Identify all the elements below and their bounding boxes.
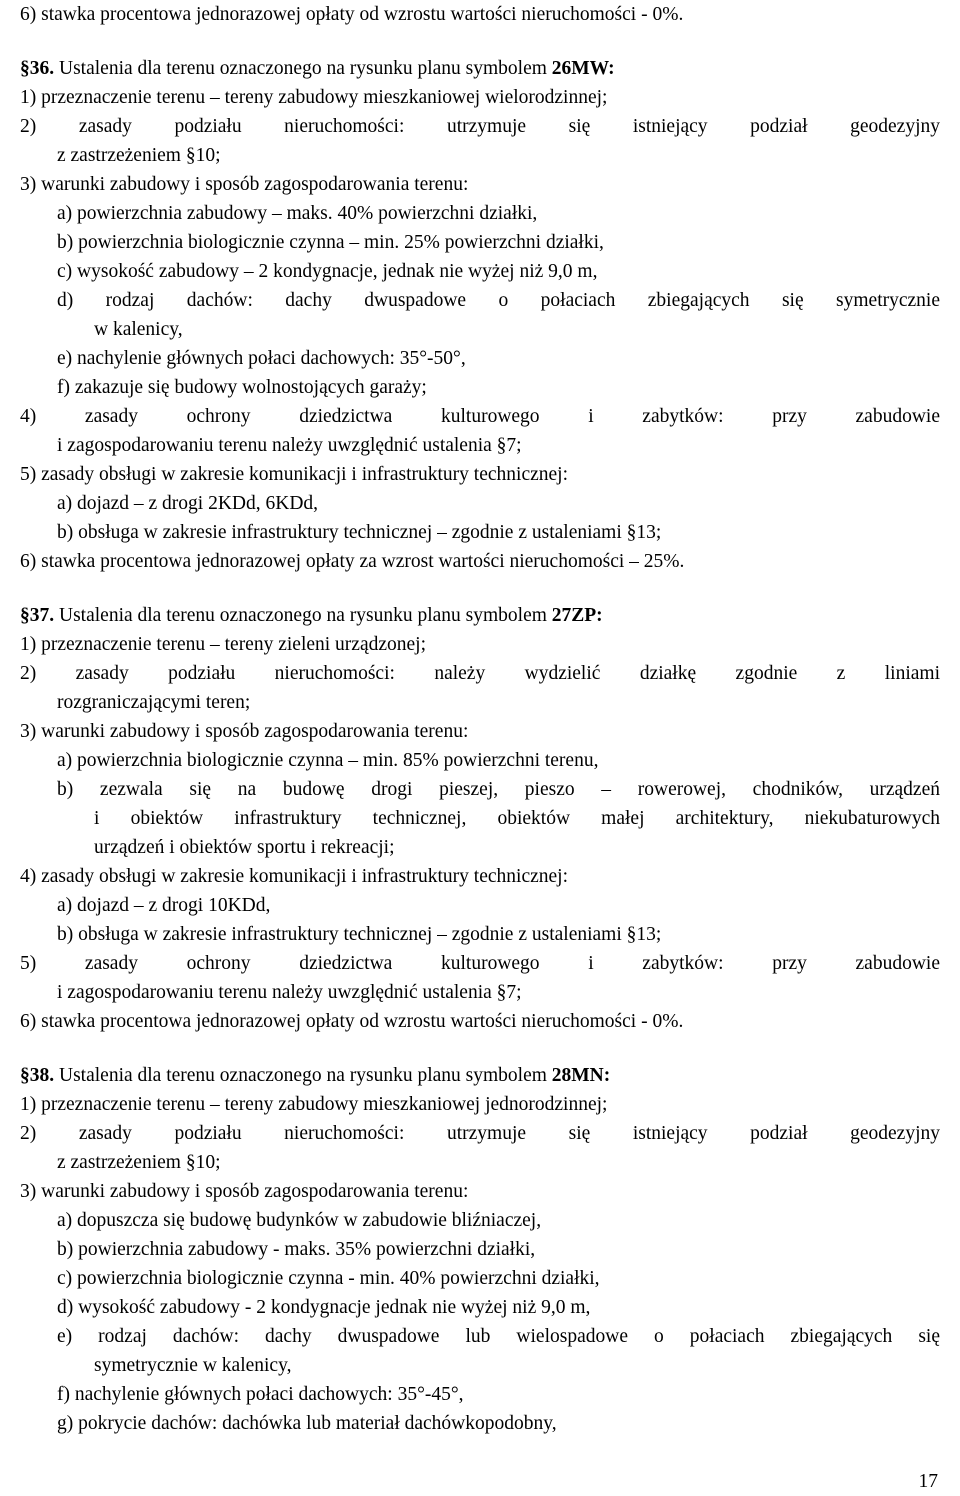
text-line: b) obsługa w zakresie infrastruktury technicznej – zgodnie z ustaleniami §13;: [57, 924, 662, 945]
zone-symbol: 28MN:: [551, 1065, 611, 1086]
text-line: c) powierzchnia biologicznie czynna - min. 40% powierzchni działki,: [57, 1268, 600, 1289]
text-line: rozgraniczającymi teren;: [57, 692, 251, 713]
text-line: a) dopuszcza się budowę budynków w zabudowie bliźniaczej,: [57, 1210, 542, 1231]
text-line: a) dojazd – z drogi 10KDd,: [57, 895, 271, 916]
section-intro: Ustalenia dla terenu oznaczonego na rysunku planu symbolem: [54, 1065, 552, 1086]
text-line: b) powierzchnia zabudowy - maks. 35% powierzchni działki,: [57, 1239, 536, 1260]
text-line: d) rodzaj dachów: dachy dwuspadowe o połaciach zbiegających się symetrycznie: [57, 290, 940, 311]
text-line: a) powierzchnia zabudowy – maks. 40% powierzchni działki,: [57, 203, 538, 224]
text-line: e) nachylenie głównych połaci dachowych: 35°-50°,: [57, 348, 466, 369]
text-line: 5) zasady obsługi w zakresie komunikacji i infrastruktury technicznej:: [20, 464, 568, 485]
section-number: §37.: [20, 605, 55, 626]
section-number: §36.: [20, 58, 55, 79]
text-line: c) wysokość zabudowy – 2 kondygnacje, jednak nie wyżej niż 9,0 m,: [57, 261, 598, 282]
text-line: i zagospodarowaniu terenu należy uwzględnić ustalenia §7;: [57, 982, 522, 1003]
text-line: 3) warunki zabudowy i sposób zagospodarowania terenu:: [20, 174, 469, 195]
text-line: a) powierzchnia biologicznie czynna – min. 85% powierzchni terenu,: [57, 750, 599, 771]
text-line: 6) stawka procentowa jednorazowej opłaty za wzrost wartości nieruchomości – 25%.: [20, 551, 685, 572]
section-heading-38: [20, 1061, 940, 1090]
text-line: 5) zasady ochrony dziedzictwa kulturowego i zabytków: przy zabudowie: [20, 953, 940, 974]
text-line: d) wysokość zabudowy - 2 kondygnacje jednak nie wyżej niż 9,0 m,: [57, 1297, 591, 1318]
text-line: z zastrzeżeniem §10;: [57, 1152, 221, 1173]
zone-symbol: 26MW:: [551, 58, 615, 79]
text-line: 1) przeznaczenie terenu – tereny zabudowy mieszkaniowej jednorodzinnej;: [20, 1094, 608, 1115]
section-heading-36: [20, 54, 940, 83]
text-line: i zagospodarowaniu terenu należy uwzględnić ustalenia §7;: [57, 435, 522, 456]
section-intro: Ustalenia dla terenu oznaczonego na rysunku planu symbolem: [54, 605, 552, 626]
section-heading-37: [20, 601, 940, 630]
text-line: i obiektów infrastruktury technicznej, obiektów małej architektury, niekubaturowych: [94, 808, 940, 829]
text-line: z zastrzeżeniem §10;: [57, 145, 221, 166]
page-number: 17: [918, 1471, 938, 1492]
text-line: b) obsługa w zakresie infrastruktury technicznej – zgodnie z ustaleniami §13;: [57, 522, 662, 543]
text-line: g) pokrycie dachów: dachówka lub materiał dachówkopodobny,: [57, 1413, 557, 1434]
text-line: f) nachylenie głównych połaci dachowych: 35°-45°,: [57, 1384, 464, 1405]
text-line: 2) zasady podziału nieruchomości: utrzymuje się istniejący podział geodezyjny: [20, 1123, 940, 1144]
text-line: 2) zasady podziału nieruchomości: utrzymuje się istniejący podział geodezyjny: [20, 116, 940, 137]
text-line: 3) warunki zabudowy i sposób zagospodarowania terenu:: [20, 1181, 469, 1202]
text-line: 6) stawka procentowa jednorazowej opłaty od wzrostu wartości nieruchomości - 0%.: [20, 1011, 684, 1032]
text-line: 4) zasady ochrony dziedzictwa kulturowego i zabytków: przy zabudowie: [20, 406, 940, 427]
text-line: 6) stawka procentowa jednorazowej opłaty od wzrostu wartości nieruchomości - 0%.: [20, 4, 684, 25]
text-line: 1) przeznaczenie terenu – tereny zabudowy mieszkaniowej wielorodzinnej;: [20, 87, 608, 108]
section-number: §38.: [20, 1065, 55, 1086]
text-line: f) zakazuje się budowy wolnostojących garaży;: [57, 377, 427, 398]
text-line: a) dojazd – z drogi 2KDd, 6KDd,: [57, 493, 319, 514]
text-line: 3) warunki zabudowy i sposób zagospodarowania terenu:: [20, 721, 469, 742]
text-line: 2) zasady podziału nieruchomości: należy wydzielić działkę zgodnie z liniami: [20, 663, 940, 684]
text-line: 4) zasady obsługi w zakresie komunikacji i infrastruktury technicznej:: [20, 866, 568, 887]
text-line: b) powierzchnia biologicznie czynna – min. 25% powierzchni działki,: [57, 232, 604, 253]
section-intro: Ustalenia dla terenu oznaczonego na rysunku planu symbolem: [54, 58, 552, 79]
text-line: 1) przeznaczenie terenu – tereny zieleni urządzonej;: [20, 634, 427, 655]
text-line: urządzeń i obiektów sportu i rekreacji;: [94, 837, 395, 858]
text-line: w kalenicy,: [94, 319, 183, 340]
text-line: e) rodzaj dachów: dachy dwuspadowe lub wielospadowe o połaciach zbiegających się: [57, 1326, 940, 1347]
text-line: symetrycznie w kalenicy,: [94, 1355, 292, 1376]
text-line: b) zezwala się na budowę drogi pieszej, pieszo – rowerowej, chodników, urządzeń: [57, 779, 940, 800]
zone-symbol: 27ZP:: [551, 605, 603, 626]
